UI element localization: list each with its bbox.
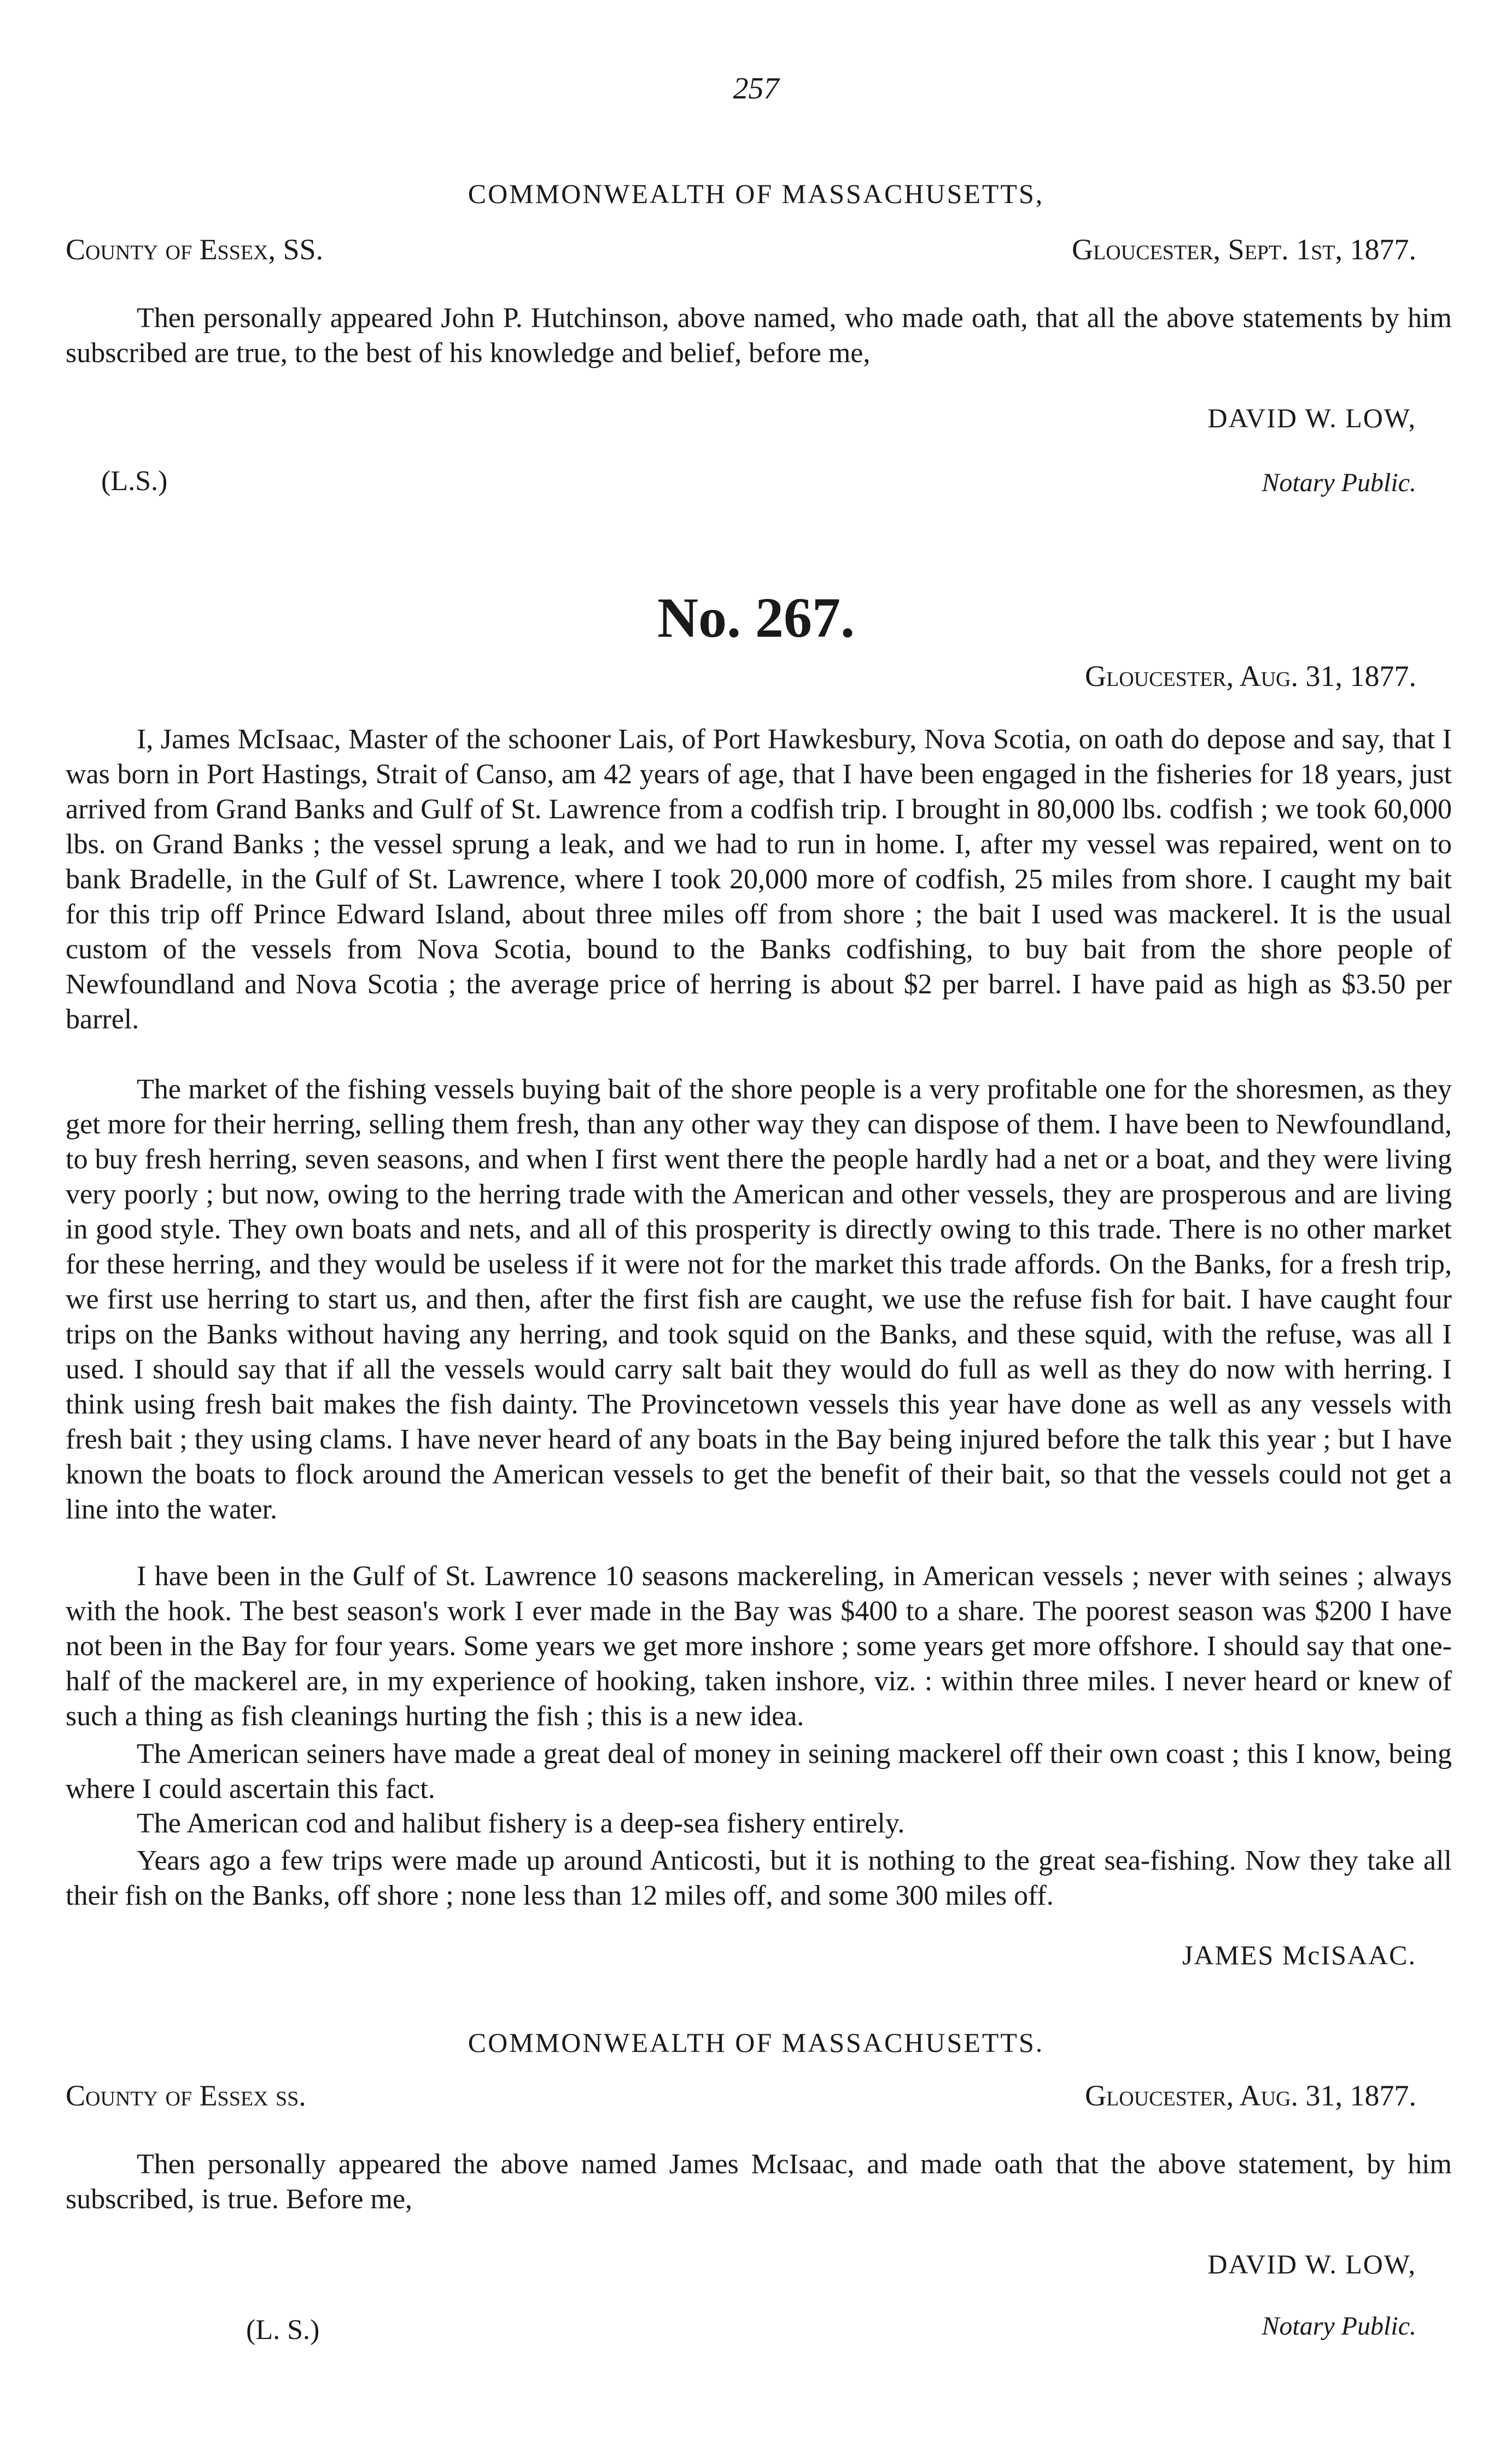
county-line-top: County of Essex, SS.: [66, 233, 324, 266]
deposition-paragraph-3: I have been in the Gulf of St. Lawrence 10 seasons mackereling, in American vessels ; never with seines ; always with the hook. The best season's work I ever made in the Bay was $400 to a share. The poorest season was $200 I have not been in the Bay for four years. Some years we get more inshore ; some years get more offshore. I should say that one-half of the mackerel are, in my experience of hooking, taken inshore, viz. : within three miles. I never heard or knew of such a thing as fish cleanings hurting the fish ; this is a new idea.: [66, 1561, 1452, 1732]
page-number: 257: [733, 72, 779, 106]
deposition-place-date: Gloucester, Aug. 31, 1877.: [1085, 660, 1416, 693]
deposition-paragraph-2: The market of the fishing vessels buying bait of the shore people is a very profitable one for the shoresmen, as they get more for their herring, selling them fresh, than any other way they can dispose of them. I have been to Newfoundland, to buy fresh herring, seven seasons, and when I first went there the people hardly had a net or a boat, and they were living very poorly ; but now, owing to the herring trade with the American and other vessels, they are prosperous and are living in good style. They own boats and nets, and all of this prosperity is directly owing to this trade. There is no other market for these herring, and they would be useless if it were not for the market this trade affords. On the Banks, for a fresh trip, we first use herring to start us, and then, after the first fish are caught, we use the refuse fish for bait. I have caught four trips on the Banks without having any herring, and took squid on the Banks, and these squid, with the refuse, was all I used. I should say that if all the vessels would carry salt bait they would do full as well as they do now with herring. I think using fresh bait makes the fish dainty. The Provincetown vessels this year have done as well as any vessels with fresh bait ; they using clams. I have never heard of any boats in the Bay being injured before the talk this year ; but I have known the boats to flock around the American vessels to get the benefit of their bait, so that the vessels could not get a line into the water.: [66, 1074, 1452, 1525]
place-date-top: Gloucester, Sept. 1st, 1877.: [1072, 233, 1416, 266]
notary-title-top: Notary Public.: [1262, 468, 1416, 497]
notary-signature-top: DAVID W. LOW,: [1207, 403, 1416, 433]
place-date-bottom: Gloucester, Aug. 31, 1877.: [1085, 2079, 1416, 2112]
deponent-signature: JAMES McISAAC.: [1182, 1940, 1416, 1970]
certificate-body-top: Then personally appeared John P. Hutchinson, above named, who made oath, that all the above statements by him subscribed are true, to the best of his knowledge and belief, before me,: [66, 302, 1452, 369]
deposition-paragraph-1: I, James McIsaac, Master of the schooner Lais, of Port Hawkesbury, Nova Scotia, on oath do depose and say, that I was born in Port Hastings, Strait of Canso, am 42 years of age, that I have been engaged in the fisheries for 18 years, just arrived from Grand Banks and Gulf of St. Lawrence from a codfish trip. I brought in 80,000 lbs. codfish ; we took 60,000 lbs. on Grand Banks ; the vessel sprung a leak, and we had to run in home. I, after my vessel was repaired, went on to bank Bradelle, in the Gulf of St. Lawrence, where I took 20,000 more of codfish, 25 miles from shore. I caught my bait for this trip off Prince Edward Island, about three miles off from shore ; the bait I used was mackerel. It is the usual custom of the vessels from Nova Scotia, bound to the Banks codfishing, to buy bait from the shore people of Newfoundland and Nova Scotia ; the average price of herring is about $2 per barrel. I have paid as high as $3.50 per barrel.: [66, 724, 1452, 1035]
notary-title-bottom: Notary Public.: [1262, 2312, 1416, 2341]
county-line-bottom: County of Essex ss.: [66, 2079, 306, 2112]
document-number: No. 267.: [657, 586, 855, 649]
deposition-paragraph-6: Years ago a few trips were made up around Anticosti, but it is nothing to the great sea-fishing. Now they take all their fish on the Banks, off shore ; none less than 12 miles off, and some 300 miles off.: [66, 1845, 1452, 1911]
certificate-body-bottom: Then personally appeared the above named James McIsaac, and made oath that the above statement, by him subscribed, is true. Before me,: [66, 2149, 1452, 2215]
deposition-paragraph-5: The American cod and halibut fishery is a deep-sea fishery entirely.: [137, 1808, 905, 1839]
certificate-heading-top: COMMONWEALTH OF MASSACHUSETTS,: [468, 178, 1044, 209]
deposition-paragraph-4: The American seiners have made a great deal of money in seining mackerel off their own coast ; this I know, being where I could ascertain this fact.: [66, 1738, 1452, 1805]
certificate-heading-bottom: COMMONWEALTH OF MASSACHUSETTS.: [468, 2027, 1044, 2058]
seal-top: (L.S.): [101, 466, 168, 497]
seal-bottom: (L. S.): [246, 2314, 320, 2346]
notary-signature-bottom: DAVID W. LOW,: [1207, 2249, 1416, 2279]
